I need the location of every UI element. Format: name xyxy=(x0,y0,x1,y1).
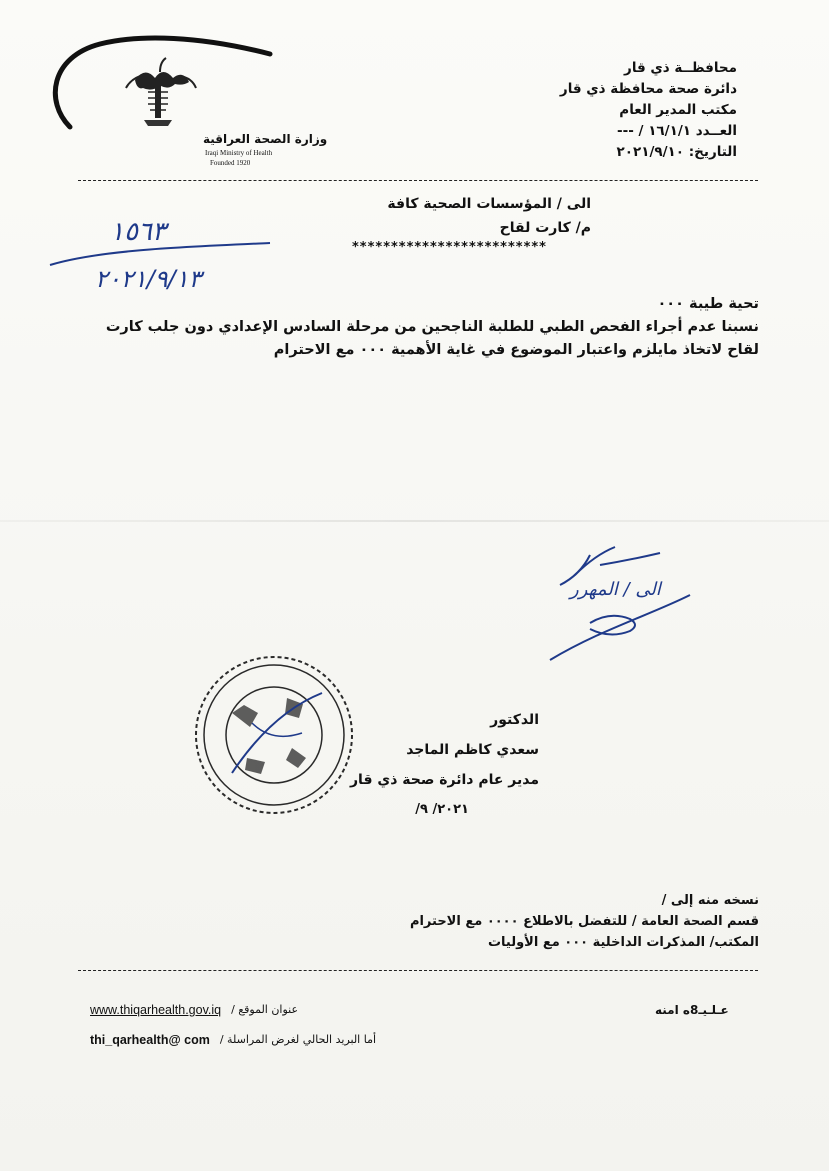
footer-contact xyxy=(90,995,376,1055)
recipient-block xyxy=(387,192,591,240)
stars-separator: ************************* xyxy=(352,240,547,255)
email-link[interactable]: thi_qarhealth@ com xyxy=(90,1033,210,1047)
copy-recipient-1: قسم الصحة العامة / للتفضل بالاطلاع ٠٠٠٠ مع الاحترام xyxy=(409,914,759,929)
letter-date: التاريخ: ٢٠٢١/٩/١٠ xyxy=(616,144,737,160)
logo-arabic-name: وزارة الصحة العراقية xyxy=(203,132,328,146)
reference-number: العــدد ١٦/١/١ / --- xyxy=(617,123,737,139)
subject-line: م/ كارت لقاح xyxy=(499,220,591,236)
website-link[interactable]: www.thiqarhealth.gov.iq xyxy=(90,1003,222,1017)
incoming-date: ٢٠٢١/٩/١٣ xyxy=(95,265,202,293)
greeting: تحية طيبة ٠٠٠ xyxy=(657,296,759,312)
ministry-logo xyxy=(40,32,328,167)
recipient-line: الى / المؤسسات الصحية كافة xyxy=(387,196,591,212)
logo-english-name: Iraqi Ministry of Health xyxy=(205,149,273,157)
copies-block xyxy=(410,890,759,953)
office: مكتب المدير العام xyxy=(619,102,737,118)
website-label: عنوان الموقع / xyxy=(231,1003,299,1016)
signatory-position: مدير عام دائرة صحة ذي قار xyxy=(350,772,539,788)
logo-founded-year: Founded 1920 xyxy=(210,159,251,167)
signature-block xyxy=(350,705,539,825)
header-divider xyxy=(78,180,758,181)
footer-reference: عـلـيـ8ه امنه xyxy=(655,1003,729,1017)
annotation-note: الى / المهرر xyxy=(570,579,661,600)
handwritten-registration-mark xyxy=(40,195,280,295)
paper-fold xyxy=(0,520,829,522)
governorate: محافظــة ذي قار xyxy=(624,60,737,76)
copy-recipient-2: المكتب/ المذكرات الداخلية ٠٠٠ مع الأوليات xyxy=(487,935,759,950)
signatory-title: الدكتور xyxy=(490,712,539,728)
footer-divider xyxy=(78,970,758,971)
directorate: دائرة صحة محافظة ذي قار xyxy=(559,81,737,97)
letter-header xyxy=(560,58,737,163)
body-line-1: نسبنا عدم أجراء الفحص الطبي للطلبة الناجحين من مرحلة السادس الإعدادي دون جلب كارت xyxy=(105,319,759,335)
handwritten-annotation xyxy=(540,535,700,675)
copies-heading: نسخه منه إلى / xyxy=(661,893,759,908)
email-label: أما البريد الحالي لغرض المراسلة / xyxy=(219,1033,377,1046)
body-line-2: لقاح لاتخاذ مايلزم واعتبار الموضوع في غاية الأهمية ٠٠٠ مع الاحترام xyxy=(273,342,759,358)
signatory-name: سعدي كاظم الماجد xyxy=(406,742,539,758)
signature-date: ٢٠٢١/ ٩/ xyxy=(415,802,469,817)
incoming-number: ١٥٦٣ xyxy=(110,217,166,247)
letter-body xyxy=(70,293,759,362)
official-seal-stamp xyxy=(192,653,356,817)
